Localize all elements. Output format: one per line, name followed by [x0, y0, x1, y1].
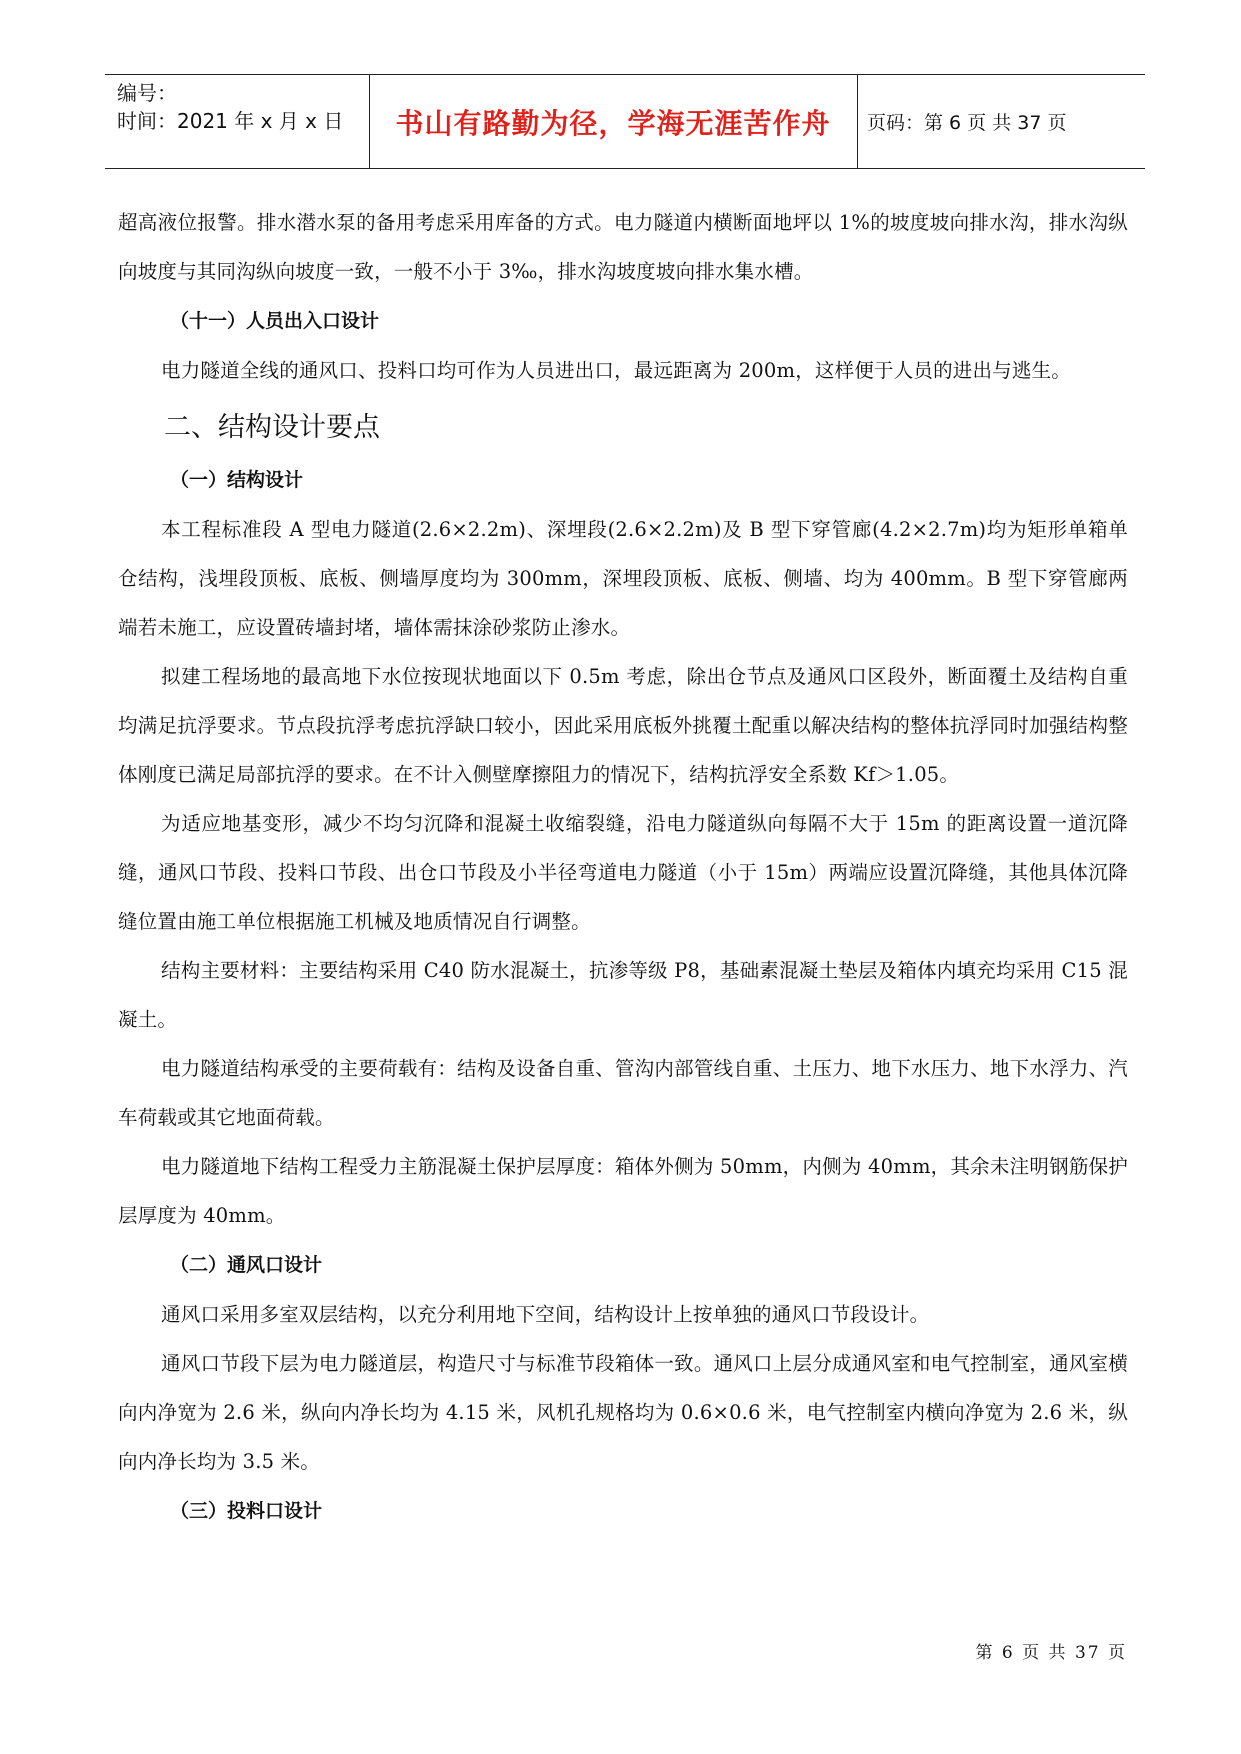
- document-time-label: 时间：2021 年 x 月 x 日: [117, 109, 344, 133]
- subsection-heading-ventilation: （二）通风口设计: [170, 1254, 323, 1276]
- subsection-heading-feeding-port: （三）投料口设计: [170, 1500, 323, 1522]
- page-header: [105, 74, 1145, 169]
- header-divider-right: [857, 75, 858, 168]
- paragraph: 通风口节段下层为电力隧道层，构造尺寸与标准节段箱体一致。通风口上层分成通风室和电气控制室，通风室横向内净宽为 2.6 米，纵向内净长均为 4.15 米，风机孔规格均为 0.6×0.6 米，电气控制室内横向净宽为 2.6 米，纵向内净长均为 3.5 米。: [118, 1352, 1128, 1473]
- paragraph: 通风口采用多室双层结构，以充分利用地下空间，结构设计上按单独的通风口节段设计。: [161, 1303, 930, 1326]
- header-divider-left: [369, 75, 370, 168]
- paragraph: 结构主要材料：主要结构采用 C40 防水混凝土，抗渗等级 P8，基础素混凝土垫层及箱体内填充均采用 C15 混凝土。: [118, 959, 1128, 1031]
- section-heading-structure-design: 二、结构设计要点: [164, 412, 380, 443]
- subsection-heading-personnel-entrance: （十一）人员出入口设计: [170, 310, 380, 332]
- header-page-info: 页码：第 6 页 共 37 页: [867, 112, 1067, 134]
- paragraph: 电力隧道地下结构工程受力主筋混凝土保护层厚度：箱体外侧为 50mm，内侧为 40mm，其余未注明钢筋保护层厚度为 40mm。: [118, 1155, 1128, 1227]
- document-number-label: 编号：: [117, 81, 177, 105]
- subsection-heading-structure: （一）结构设计: [170, 469, 304, 491]
- page-footer: 第 6 页 共 37 页: [975, 1643, 1127, 1663]
- paragraph: 拟建工程场地的最高地下水位按现状地面以下 0.5m 考虑，除出仓节点及通风口区段外，断面覆土及结构自重均满足抗浮要求。节点段抗浮考虑抗浮缺口较小，因此采用底板外挑覆土配重以解决结构的整体抗浮同时加强结构整体刚度已满足局部抗浮的要求。在不计入侧壁摩擦阻力的情况下，结构抗浮安全系数 Kf＞1.05。: [118, 665, 1128, 786]
- paragraph: 本工程标准段 A 型电力隧道(2.6×2.2m)、深埋段(2.6×2.2m)及 B 型下穿管廊(4.2×2.7m)均为矩形单箱单仓结构，浅埋段顶板、底板、侧墙厚度均为 300mm，深埋段顶板、底板、侧墙、均为 400mm。B 型下穿管廊两端若未施工，应设置砖墙封堵，墙体需抹涂砂浆防止渗水。: [118, 518, 1128, 639]
- header-motto: 书山有路勤为径，学海无涯苦作舟: [395, 106, 831, 140]
- paragraph: 电力隧道结构承受的主要荷载有：结构及设备自重、管沟内部管线自重、土压力、地下水压力、地下水浮力、汽车荷载或其它地面荷载。: [118, 1057, 1128, 1129]
- paragraph: 为适应地基变形，减少不均匀沉降和混凝土收缩裂缝，沿电力隧道纵向每隔不大于 15m 的距离设置一道沉降缝，通风口节段、投料口节段、出仓口节段及小半径弯道电力隧道（小于 15m）两端应设置沉降缝，其他具体沉降缝位置由施工单位根据施工机械及地质情况自行调整。: [118, 812, 1128, 933]
- header-meta: [117, 79, 343, 135]
- paragraph: 超高液位报警。排水潜水泵的备用考虑采用库备的方式。电力隧道内横断面地坪以 1%的坡度坡向排水沟，排水沟纵向坡度与其同沟纵向坡度一致，一般不小于 3‰，排水沟坡度坡向排水集水槽。: [118, 211, 1128, 283]
- document-body: [118, 198, 1128, 1536]
- paragraph: 电力隧道全线的通风口、投料口均可作为人员进出口，最远距离为 200m，这样便于人员的进出与逃生。: [161, 359, 1072, 382]
